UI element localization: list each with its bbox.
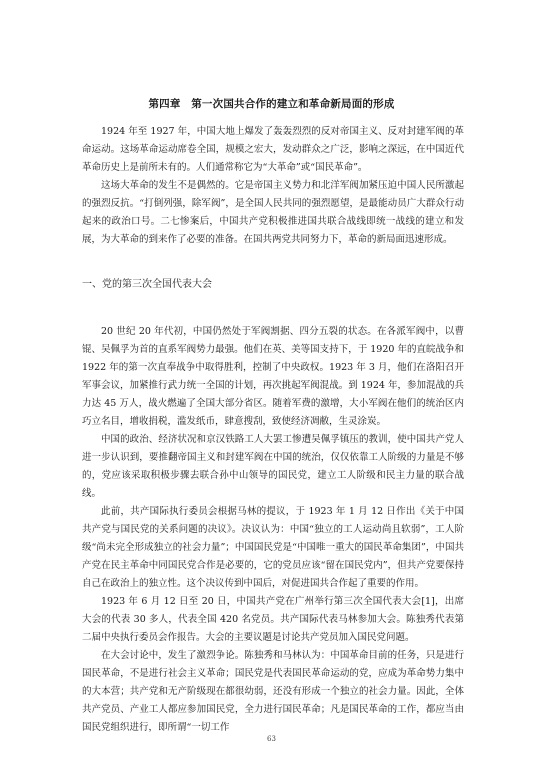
- paragraph: 在大会讨论中，发生了激烈争论。陈独秀和马林认为：中国革命目前的任务，只是进行国民革命，不是进行社会主义革命；国民党是代表国民革命运动的党，应成为革命势力集中的大本营；共产党和无产阶级现在都很幼弱，还没有形成一个独立的社会力量。因此，全体共产党员、产业工人都应参加国民党，全力进行国民革命；凡是国民革命的工作，都应当由国民党组织进行，即所谓“一切工作: [82, 650, 464, 733]
- paragraph: 这场大革命的发生不是偶然的。它是帝国主义势力和北洋军阀加紧压迫中国人民所激起的强烈反抗。“打倒列强，除军阀”，是全国人民共同的强烈愿望，是最能动员广大群众行动起来的政治口号。二七惨案后，中国共产党积极推进国共联合战线即统一战线的建立和发展，为大革命的到来作了必要的准备。在国共两党共同努力下，革命的新局面迅速形成。: [82, 180, 464, 245]
- paragraph: 1923 年 6 月 12 日至 20 日，中国共产党在广州举行第三次全国代表大会[1]，出席大会的代表 30 多人，代表全国 420 名党员。共产国际代表马林参加大会。陈独秀代表第二届中央执行委员会作报告。大会的主要议题是讨论共产党员加入国民党问题。: [82, 596, 464, 643]
- intro-section: [82, 123, 464, 249]
- paragraph: 此前，共产国际执行委员会根据马林的提议，于 1923 年 1 月 12 日作出《关于中国共产党与国民党的关系问题的决议》。决议认为：中国“独立的工人运动尚且软弱”，工人阶级“尚未完全形成独立的社会力量”；中国国民党是“中国唯一重大的国民革命集团”，中国共产党在民主革命中同国民党合作是必要的，它的党员应该“留在国民党内”，但共产党要保持自己在政治上的独立性。这个决议传到中国后，对促进国共合作起了重要的作用。: [82, 506, 464, 589]
- section-body: [82, 323, 464, 737]
- section-heading: 一、党的第三次全国代表大会: [82, 279, 212, 290]
- paragraph: 中国的政治、经济状况和京汉铁路工人大罢工惨遭吴佩孚镇压的教训，使中国共产党人进一步认识到，要推翻帝国主义和封建军阀在中国的统治，仅仅依靠工人阶级的力量是不够的，党应该采取积极步骤去联合孙中山领导的国民党，建立工人阶级和民主力量的联合战线。: [82, 434, 464, 499]
- paragraph: 1924 年至 1927 年，中国大地上爆发了轰轰烈烈的反对帝国主义、反对封建军阀的革命运动。这场革命运动席卷全国，规模之宏大，发动群众之广泛，影响之深远，在中国近代革命历史上是前所未有的。人们通常称它为“大革命”或“国民革命”。: [82, 126, 464, 173]
- paragraph: 20 世纪 20 年代初，中国仍然处于军阀割据、四分五裂的状态。在各派军阀中，以曹锟、吴佩孚为首的直系军阀势力最强。他们在英、美等国支持下，于 1920 年的直皖战争和 1922 年的第一次直奉战争中取得胜利，控制了中央政权。1923 年 3 月，他们在洛阳召开军事会议，加紧推行武力统一全国的计划，再次挑起军阀混战。到 1924 年，参加混战的兵力达 45 万人，战火燃遍了全国大部分省区。随着军费的激增，大小军阀在他们的统治区内巧立名目，增收捐税，滥发纸币，肆意搜刮，致使经济凋敝，生灵涂炭。: [82, 326, 464, 427]
- chapter-title: 第四章 第一次国共合作的建立和革命新局面的形成: [148, 98, 395, 110]
- page-number: 63: [267, 735, 276, 743]
